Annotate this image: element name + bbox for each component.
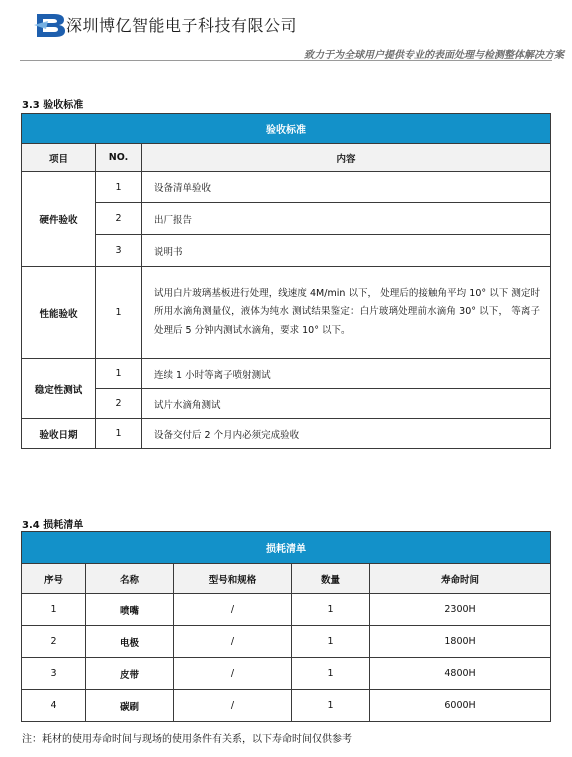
acceptance-table-title: 验收标准 bbox=[22, 114, 551, 144]
item-name: 喷嘴 bbox=[86, 594, 174, 626]
column-header: 项目 bbox=[22, 144, 96, 172]
item-life: 4800H bbox=[370, 658, 551, 690]
row-content: 出厂报告 bbox=[142, 203, 551, 235]
table-row bbox=[22, 359, 551, 389]
item-name: 碳刷 bbox=[86, 690, 174, 722]
item-qty: 1 bbox=[292, 658, 370, 690]
table-row bbox=[22, 594, 551, 626]
acceptance-table bbox=[21, 113, 551, 449]
column-header: 序号 bbox=[22, 564, 86, 594]
item-life: 6000H bbox=[370, 690, 551, 722]
row-number: 1 bbox=[96, 359, 142, 389]
item-life: 2300H bbox=[370, 594, 551, 626]
row-number: 1 bbox=[96, 267, 142, 359]
column-header: 名称 bbox=[86, 564, 174, 594]
column-header: 内容 bbox=[142, 144, 551, 172]
row-content: 试用白片玻璃基板进行处理，线速度 4M/min 以下， 处理后的接触角平均 10° 以下 测定时所用水滴角测量仪，液体为纯水 测试结果鉴定：白片玻璃处理前水滴角 30° 以下， 等离子处理后 5 分钟内测试水滴角，要求 10° 以下。 bbox=[142, 267, 551, 359]
table-row bbox=[22, 626, 551, 658]
company-name: 深圳博亿智能电子科技有限公司 bbox=[66, 16, 298, 35]
column-header: NO. bbox=[96, 144, 142, 172]
item-qty: 1 bbox=[292, 690, 370, 722]
item-name: 电极 bbox=[86, 626, 174, 658]
table-row bbox=[22, 690, 551, 722]
table-row bbox=[22, 235, 551, 267]
table-row bbox=[22, 419, 551, 449]
section-title-consumables: 3.4 损耗清单 bbox=[22, 520, 84, 531]
row-number: 1 bbox=[96, 172, 142, 203]
table-row bbox=[22, 389, 551, 419]
table-row bbox=[22, 658, 551, 690]
table-row bbox=[22, 267, 551, 359]
item-spec: / bbox=[174, 594, 292, 626]
row-number: 2 bbox=[96, 389, 142, 419]
item-spec: / bbox=[174, 626, 292, 658]
row-content: 连续 1 小时等离子喷射测试 bbox=[142, 359, 551, 389]
row-number: 1 bbox=[96, 419, 142, 449]
column-header: 数量 bbox=[292, 564, 370, 594]
row-number: 2 bbox=[96, 203, 142, 235]
row-number: 3 bbox=[22, 658, 86, 690]
item-spec: / bbox=[174, 658, 292, 690]
row-content: 说明书 bbox=[142, 235, 551, 267]
row-number: 2 bbox=[22, 626, 86, 658]
item-name: 皮带 bbox=[86, 658, 174, 690]
group-label: 硬件验收 bbox=[22, 172, 96, 267]
item-spec: / bbox=[174, 690, 292, 722]
item-qty: 1 bbox=[292, 626, 370, 658]
group-label: 验收日期 bbox=[22, 419, 96, 449]
group-label: 稳定性测试 bbox=[22, 359, 96, 419]
consumables-table-title: 损耗清单 bbox=[22, 532, 551, 564]
column-header: 寿命时间 bbox=[370, 564, 551, 594]
column-header: 型号和规格 bbox=[174, 564, 292, 594]
table-row bbox=[22, 203, 551, 235]
item-qty: 1 bbox=[292, 594, 370, 626]
section-title-acceptance: 3.3 验收标准 bbox=[22, 100, 84, 111]
row-content: 设备交付后 2 个月内必须完成验收 bbox=[142, 419, 551, 449]
consumables-table bbox=[21, 531, 551, 722]
company-logo bbox=[34, 11, 68, 39]
company-slogan: 致力于为全球用户提供专业的表面处理与检测整体解决方案 bbox=[304, 50, 564, 61]
row-number: 1 bbox=[22, 594, 86, 626]
consumables-note: 注：耗材的使用寿命时间与现场的使用条件有关系，以下寿命时间仅供参考 bbox=[22, 734, 352, 745]
row-number: 4 bbox=[22, 690, 86, 722]
row-content: 试片水滴角测试 bbox=[142, 389, 551, 419]
row-content: 设备清单验收 bbox=[142, 172, 551, 203]
row-number: 3 bbox=[96, 235, 142, 267]
header-divider bbox=[20, 60, 552, 61]
table-row bbox=[22, 172, 551, 203]
group-label: 性能验收 bbox=[22, 267, 96, 359]
item-life: 1800H bbox=[370, 626, 551, 658]
